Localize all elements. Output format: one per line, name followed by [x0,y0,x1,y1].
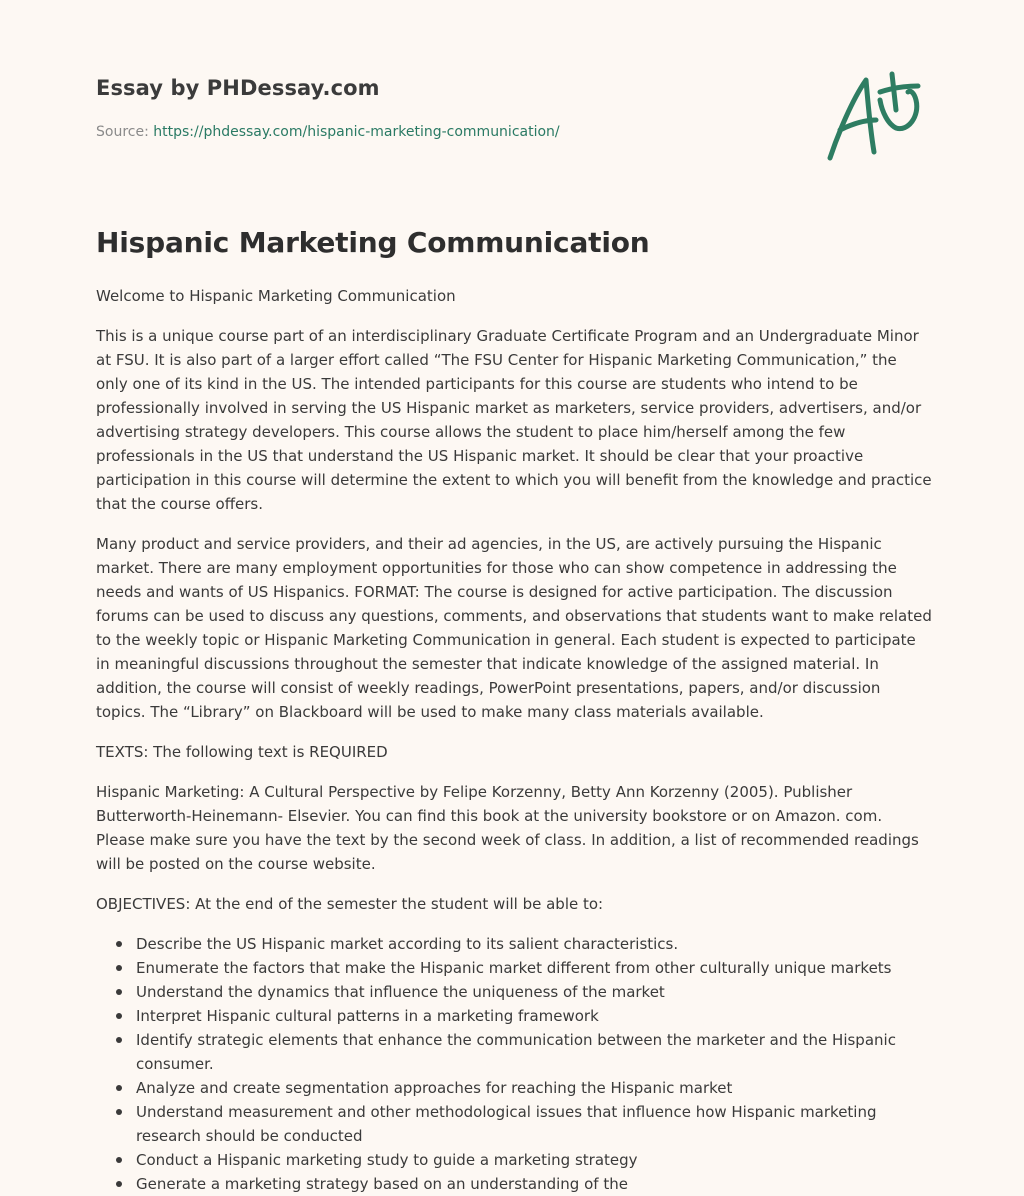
list-item: Generate a marketing strategy based on an understanding of the [96,1172,932,1196]
paragraph-welcome: Welcome to Hispanic Marketing Communication [96,287,456,305]
paragraph-textbook: Hispanic Marketing: A Cultural Perspective by Felipe Korzenny, Betty Ann Korzenny (2005). Publisher Butterworth-Heinemann- Elsevier. You can find this book at the university bookstore or on Amazon. com. Please make sure you have the text by the second week of class. In addition, a list of recommended readings will be posted on the course website. [96,783,919,873]
page-header [96,0,932,259]
list-item: Identify strategic elements that enhance the communication between the marketer and the Hispanic consumer. [96,1028,932,1076]
source-line [96,124,560,140]
paragraph-format: Many product and service providers, and their ad agencies, in the US, are actively pursuing the Hispanic market. There are many employment opportunities for those who can show competence in addressing the needs and wants of US Hispanics. FORMAT: The course is designed for active participation. The discussion forums can be used to discuss any questions, comments, and observations that students want to make related to the weekly topic or Hispanic Marketing Communication in general. Each student is expected to participate in meaningful discussions throughout the semester that indicate knowledge of the assigned material. In addition, the course will consist of weekly readings, PowerPoint presentations, papers, and/or discussion topics. The “Library” on Blackboard will be used to make many class materials available. [96,535,932,721]
list-item: Describe the US Hispanic market according to its salient characteristics. [96,932,932,956]
paragraph-objectives: OBJECTIVES: At the end of the semester the student will be able to: [96,895,604,913]
paragraph-course-intro: This is a unique course part of an interdisciplinary Graduate Certificate Program and an Undergraduate Minor at FSU. It is also part of a larger effort called “The FSU Center for Hispanic Marketing Communication,” the only one of its kind in the US. The intended participants for this course are students who intend to be professionally involved in serving the US Hispanic market as marketers, service providers, advertisers, and/or advertising strategy developers. This course allows the student to place him/herself among the few professionals in the US that understand the US Hispanic market. It should be clear that your proactive participation in this course will determine the extent to which you will benefit from the knowledge and practice that the course offers. [96,327,932,513]
essay-page [96,0,932,1193]
document-title: Hispanic Marketing Communication [96,226,650,259]
source-link[interactable]: https://phdessay.com/hispanic-marketing-communication/ [153,124,560,140]
list-item: Enumerate the factors that make the Hispanic market different from other culturally unique markets [96,956,932,980]
source-label: Source: [96,124,154,140]
paragraph-texts: TEXTS: The following text is REQUIRED [96,743,388,761]
a-plus-logo-icon [824,70,924,162]
list-item: Understand measurement and other methodological issues that influence how Hispanic marketing research should be conducted [96,1100,932,1148]
list-item: Conduct a Hispanic marketing study to guide a marketing strategy [96,1148,932,1172]
site-title: Essay by PHDessay.com [96,76,380,100]
list-item: Interpret Hispanic cultural patterns in a marketing framework [96,1004,932,1028]
objectives-list [96,932,932,1196]
list-item: Analyze and create segmentation approaches for reaching the Hispanic market [96,1076,932,1100]
essay-body [96,284,932,1196]
list-item: Understand the dynamics that influence the uniqueness of the market [96,980,932,1004]
